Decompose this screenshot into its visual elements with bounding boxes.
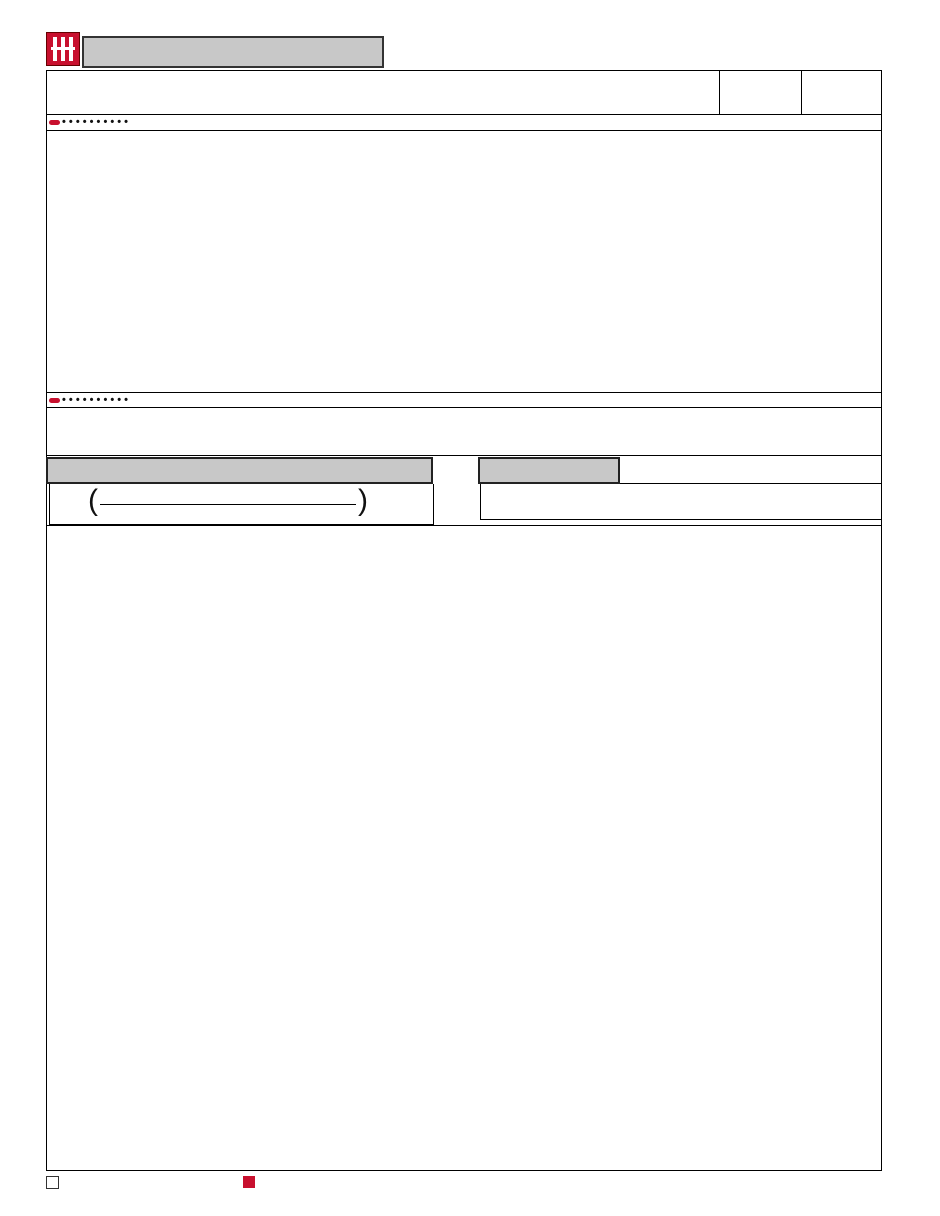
fraction-bar [100, 504, 356, 505]
route-2-label: • • • • • • • • • • [49, 394, 128, 407]
equiv-border [49, 484, 50, 525]
page-frame [46, 70, 882, 1171]
cvalue-border [480, 519, 882, 520]
cvalue-title-box [478, 457, 620, 484]
footer-software [243, 1176, 258, 1188]
header-bottom-rule [46, 114, 882, 115]
company-logo [46, 32, 80, 66]
section-rule [46, 455, 882, 456]
paren-right: ) [358, 484, 368, 517]
cvalue-border [480, 484, 481, 520]
route-1-label: • • • • • • • • • • [49, 116, 128, 129]
route-rule [46, 392, 882, 393]
col-divider [719, 71, 720, 114]
equiv-title-box [46, 457, 433, 484]
col-divider [801, 71, 802, 114]
mep-logo-icon [46, 1176, 59, 1189]
route-icon [49, 120, 60, 125]
autosprink-logo-icon [243, 1176, 255, 1188]
footer-copyright [46, 1176, 61, 1189]
route-rule [46, 407, 882, 408]
route-icon [49, 398, 60, 403]
section-bottom-rule [46, 525, 882, 526]
title-box [82, 36, 384, 68]
paren-left: ( [88, 484, 98, 517]
equiv-border [433, 484, 434, 525]
cvalue-border [620, 483, 882, 484]
route-rule [46, 130, 882, 131]
